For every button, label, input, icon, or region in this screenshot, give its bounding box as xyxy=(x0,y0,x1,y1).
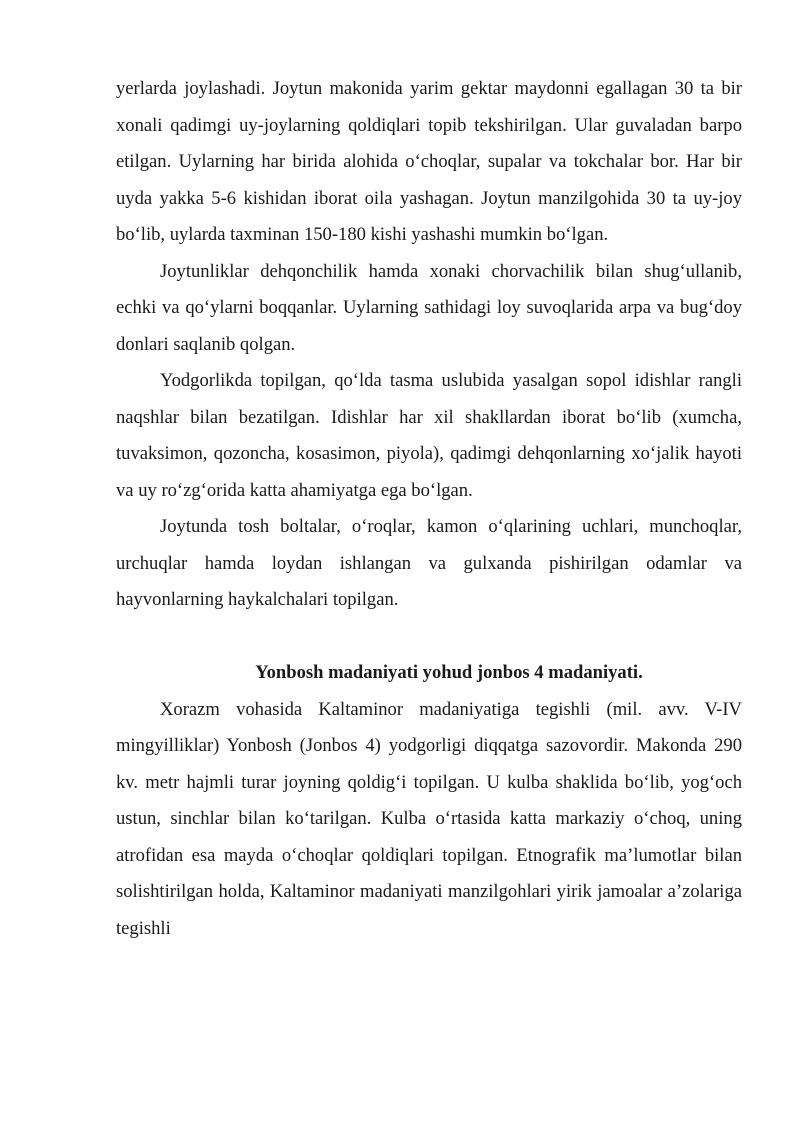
section-heading: Yonbosh madaniyati yohud jonbos 4 madaniyati. xyxy=(255,662,643,683)
paragraph-joytun-economy: Joytunliklar dehqonchilik hamda xonaki chorvachilik bilan shug‘ullanib, echki va qo‘ylarni boqqanlar. Uylarning sathidagi loy suvoqlarida arpa va bug‘doy donlari saqlanib qolgan. xyxy=(116,260,742,355)
paragraph-pottery: Yodgorlikda topilgan, qo‘lda tasma uslubida yasalgan sopol idishlar rangli naqshlar bilan bezatilgan. Idishlar har xil shakllardan iborat bo‘lib (xumcha, tuvaksimon, qozoncha, kosasimon, piyola), qadimgi dehqonlarning xo‘jalik hayoti va uy ro‘zg‘orida katta ahamiyatga ega bo‘lgan. xyxy=(116,370,742,501)
paragraph-joytun-dwellings: yerlarda joylashadi. Joytun makonida yarim gektar maydonni egallagan 30 ta bir xonali qadimgi uy-joylarning qoldiqlari topib tekshirilgan. Ular guvaladan barpo etilgan. Uylarning har birida alohida o‘choqlar, supalar va tokchalar bor. Har bir uyda yakka 5-6 kishidan iborat oila yashagan. Joytun manzilgohida 30 ta uy-joy bo‘lib, uylarda taxminan 150-180 kishi yashashi mumkin bo‘lgan. xyxy=(116,78,742,245)
document-body xyxy=(116,71,742,947)
paragraph-artifacts: Joytunda tosh boltalar, o‘roqlar, kamon o‘qlarining uchlari, munchoqlar, urchuqlar hamda loydan ishlangan va gulxanda pishirilgan odamlar va hayvonlarning haykalchalari topilgan. xyxy=(116,516,742,610)
section-spacer xyxy=(116,619,742,656)
paragraph-yonbosh: Xorazm vohasida Kaltaminor madaniyatiga tegishli (mil. avv. V-IV mingyilliklar) Yonbosh (Jonbos 4) yodgorligi diqqatga sazovordir. Makonda 290 kv. metr hajmli turar joyning qoldig‘i topilgan. U kulba shaklida bo‘lib, yog‘och ustun, sinchlar bilan ko‘tarilgan. Kulba o‘rtasida katta markaziy o‘choq, uning atrofidan esa mayda o‘choqlar qoldiqlari topilgan. Etnografik ma’lumotlar bilan solishtirilgan holda, Kaltaminor madaniyati manzilgohlari yirik jamoalar a’zolariga tegishli xyxy=(116,698,742,939)
